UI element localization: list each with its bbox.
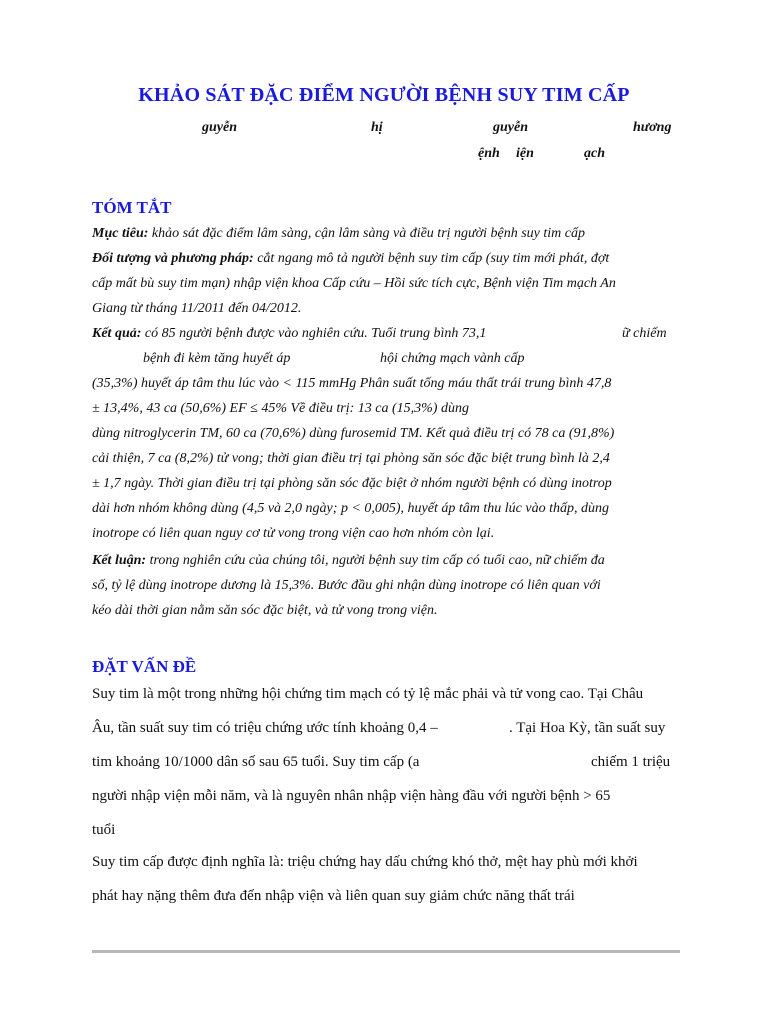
result-text-2a: bệnh đi kèm tăng huyết áp — [143, 351, 291, 366]
intro-heading: ĐẶT VẤN ĐỀ — [92, 657, 197, 676]
method-line-1 — [92, 251, 609, 267]
conclusion-text-1: trong nghiên cứu của chúng tôi, người bệnh suy tim cấp có tuổi cao, nữ chiếm đa — [146, 553, 605, 568]
intro-line-5: tuổi — [92, 822, 116, 838]
result-text-1a: có 85 người bệnh được vào nghiên cứu. Tuổi trung bình 73,1 — [141, 326, 487, 341]
result-text-1b: ữ chiếm — [622, 326, 667, 341]
conclusion-line-1 — [92, 553, 605, 569]
intro-line-1: Suy tim là một trong những hội chứng tim mạch có tỷ lệ mắc phải và tử vong cao. Tại Châu — [92, 686, 644, 702]
intro-para2-line-1: Suy tim cấp được định nghĩa là: triệu chứng hay dấu chứng khó thở, mệt hay phù mới khởi — [92, 854, 638, 870]
page-title: KHẢO SÁT ĐẶC ĐIỂM NGƯỜI BỆNH SUY TIM CẤP — [138, 84, 630, 106]
result-line-7: ± 1,7 ngày. Thời gian điều trị tại phòng săn sóc đặc biệt ở nhóm người bệnh có dùng inotrop — [92, 476, 612, 491]
objective-line — [92, 226, 585, 242]
affiliation-fragment-3: ạch — [584, 146, 605, 161]
result-line-6: cải thiện, 7 ca (8,2%) tử vong; thời gian điều trị tại phòng săn sóc đặc biệt trung bình là 2,4 — [92, 451, 610, 466]
objective-label: Mục tiêu: — [92, 226, 149, 241]
affiliation-fragment-2: iện — [516, 146, 534, 161]
result-line-5: dùng nitroglycerin TM, 60 ca (70,6%) dùng furosemid TM. Kết quả điều trị có 78 ca (91,8%) — [92, 426, 615, 441]
method-line-2: cấp mất bù suy tim mạn) nhập viện khoa Cấp cứu – Hồi sức tích cực, Bệnh viện Tim mạch An — [92, 276, 616, 291]
affiliation-fragment-1: ệnh — [478, 146, 500, 161]
intro-line-3a: tim khoảng 10/1000 dân số sau 65 tuổi. Suy tim cấp (a — [92, 754, 420, 770]
summary-heading: TÓM TẮT — [92, 198, 172, 217]
result-line-4: ± 13,4%, 43 ca (50,6%) EF ≤ 45% Về điều trị: 13 ca (15,3%) dùng — [92, 401, 469, 416]
result-line-1 — [92, 326, 486, 342]
method-label: Đối tượng và phương pháp: — [92, 251, 254, 266]
conclusion-line-3: kéo dài thời gian nằm săn sóc đặc biệt, và tử vong trong viện. — [92, 603, 438, 618]
objective-text: khảo sát đặc điểm lâm sàng, cận lâm sàng và điều trị người bệnh suy tim cấp — [148, 226, 586, 241]
method-text-1: cắt ngang mô tả người bệnh suy tim cấp (suy tim mới phát, đợt — [253, 251, 610, 266]
method-line-3: Giang từ tháng 11/2011 đến 04/2012. — [92, 301, 302, 316]
page-divider — [92, 950, 680, 953]
intro-line-4: người nhập viện mỗi năm, và là nguyên nhân nhập viện hàng đầu với người bệnh > 65 — [92, 788, 611, 804]
result-text-2b: hội chứng mạch vành cấp — [380, 351, 525, 366]
result-line-9: inotrope có liên quan nguy cơ tử vong trong viện cao hơn nhóm còn lại. — [92, 526, 495, 541]
result-line-3: (35,3%) huyết áp tâm thu lúc vào < 115 mmHg Phân suất tống máu thất trái trung bình 47,8 — [92, 376, 612, 391]
result-label: Kết quả: — [92, 326, 142, 341]
conclusion-label: Kết luận: — [92, 553, 147, 568]
author-fragment-2: hị — [371, 120, 383, 135]
result-line-8: dài hơn nhóm không dùng (4,5 và 2,0 ngày; p < 0,005), huyết áp tâm thu lúc vào thấp, dùng — [92, 501, 609, 516]
author-fragment-3: guyễn — [493, 120, 528, 135]
conclusion-line-2: số, tỷ lệ dùng inotrope dương là 15,3%. Bước đầu ghi nhận dùng inotrope có liên quan với — [92, 578, 601, 593]
author-fragment-1: guyễn — [202, 120, 237, 135]
intro-line-2b: . Tại Hoa Kỳ, tần suất suy — [509, 720, 666, 736]
intro-line-2a: Âu, tần suất suy tim có triệu chứng ước tính khoảng 0,4 – — [92, 720, 438, 736]
intro-para2-line-2: phát hay nặng thêm đưa đến nhập viện và liên quan suy giảm chức năng thất trái — [92, 888, 575, 904]
intro-line-3b: chiếm 1 triệu — [591, 754, 671, 770]
author-fragment-4: hương — [633, 120, 672, 135]
